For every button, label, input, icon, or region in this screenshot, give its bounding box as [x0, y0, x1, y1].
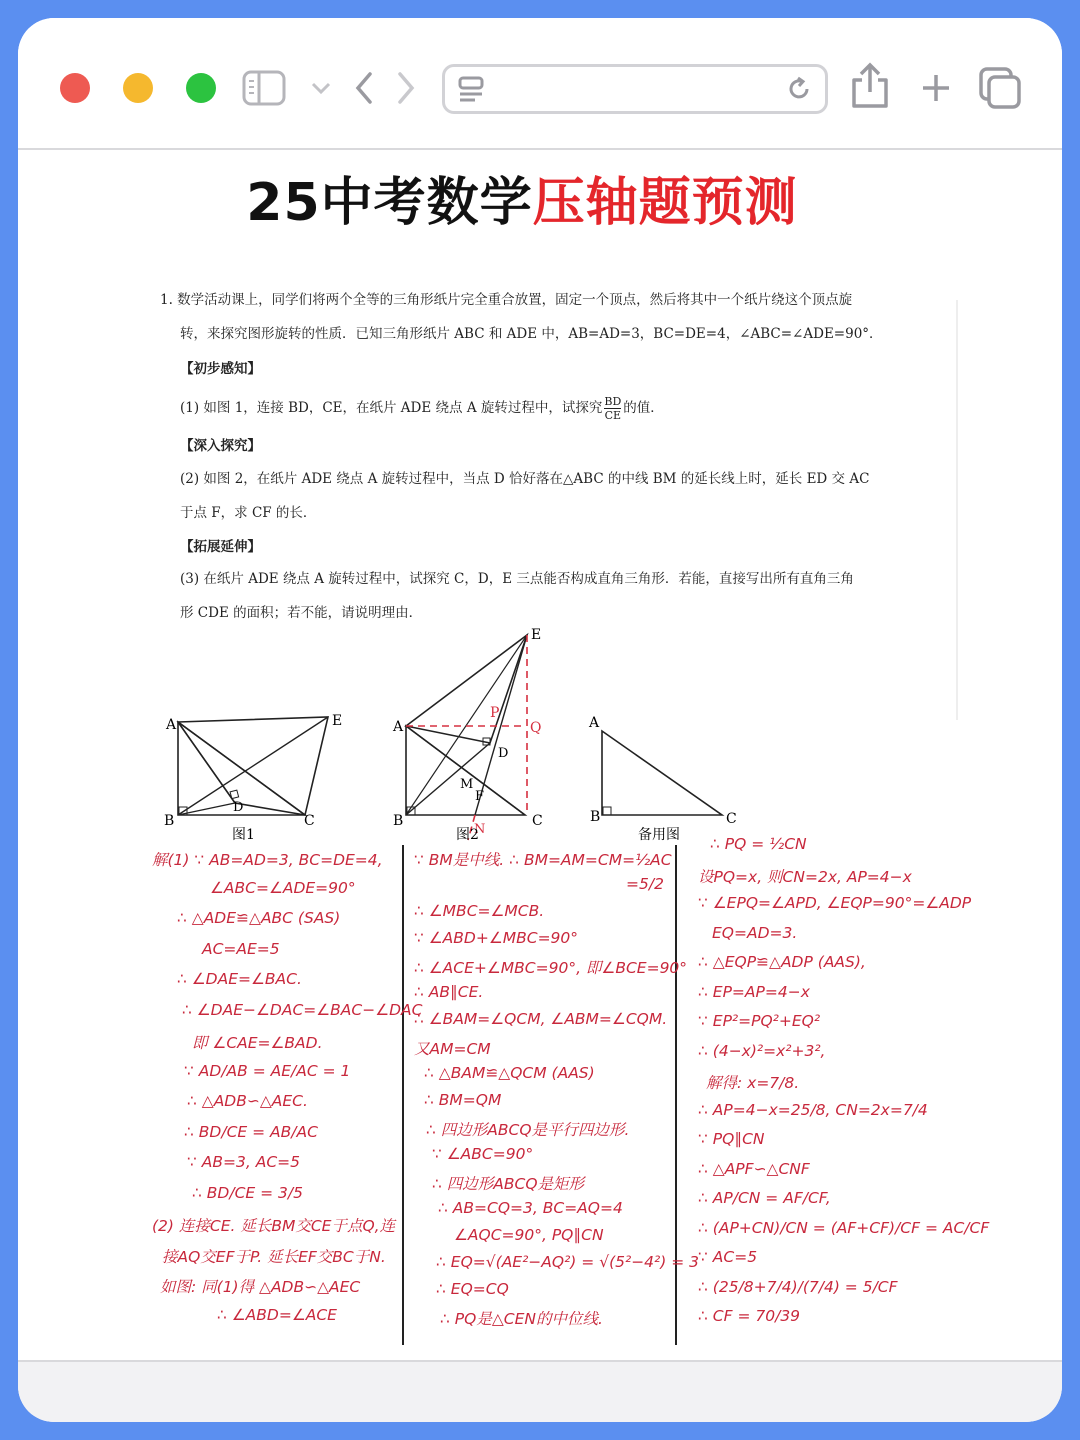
question-2b: 于点 F，求 CF 的长．	[180, 505, 317, 521]
fig2-label-a: A	[393, 719, 404, 735]
solution-line: ∵ ∠ABD+∠MBC=90°	[414, 929, 579, 947]
fig1-label-b: B	[164, 813, 175, 829]
solution-line: ∵ PQ∥CN	[698, 1130, 765, 1148]
problem-line-1: 1. 数学活动课上，同学们将两个全等的三角形纸片完全重合放置，固定一个顶点，然后将其中一个纸片绕这个顶点旋	[160, 292, 853, 308]
solution-line: ∠AQC=90°, PQ∥CN	[454, 1226, 604, 1244]
fig2-label-f: F	[475, 789, 485, 804]
solution-line: ∠ABC=∠ADE=90°	[210, 878, 356, 897]
fig3-label-a: A	[589, 715, 600, 731]
solution-line: ∴ AB=CQ=3, BC=AQ=4	[438, 1199, 623, 1217]
solution-line: ∴ (4−x)²=x²+3²,	[698, 1041, 826, 1060]
forward-icon[interactable]	[394, 70, 418, 106]
q1-denominator: CE	[604, 409, 622, 422]
solution-line: ∴ BD/CE = 3/5	[192, 1183, 303, 1202]
fig1-label-a: A	[166, 717, 177, 733]
minimize-window-button[interactable]	[123, 73, 153, 103]
solution-line: 如图: 同(1)得 △ADB∽△AEC	[160, 1278, 361, 1296]
chevron-down-icon[interactable]	[310, 80, 332, 96]
problem-line-2: 转，来探究图形旋转的性质．已知三角形纸片 ABC 和 ADE 中，AB=AD=3，BC=DE=4，∠ABC=∠ADE=90°．	[180, 326, 883, 342]
q1-fraction	[604, 395, 621, 422]
fig2-label-e: E	[531, 627, 542, 643]
fig2-label-b: B	[393, 813, 404, 829]
solution-line: ∴ ∠BAM=∠QCM, ∠ABM=∠CQM.	[414, 1010, 668, 1028]
back-icon[interactable]	[352, 70, 376, 106]
fig2-label-c: C	[532, 813, 543, 829]
solution-line: ∵ AC=5	[698, 1248, 758, 1266]
solution-line: ∴ △APF∽△CNF	[698, 1159, 810, 1178]
scan-edge	[956, 300, 958, 720]
tabs-icon[interactable]	[978, 66, 1022, 110]
reload-icon[interactable]	[785, 75, 813, 103]
fig2-label-n: N	[474, 822, 486, 837]
fig3-label-c: C	[726, 811, 737, 827]
maximize-window-button[interactable]	[186, 73, 216, 103]
solution-line: ∴ 四边形ABCQ是矩形	[432, 1175, 585, 1193]
solution-line: ∵ AD/AB = AE/AC = 1	[184, 1061, 351, 1080]
section-deep: 【深入探究】	[180, 438, 261, 454]
fig2-label-m: M	[460, 777, 474, 792]
new-tab-icon[interactable]	[920, 72, 952, 104]
question-1	[180, 395, 664, 422]
solution-line: ∴ ∠ACE+∠MBC=90°, 即∠BCE=90°	[414, 959, 688, 977]
figure-1	[164, 713, 342, 843]
share-icon[interactable]	[848, 62, 892, 110]
fig3-label-b: B	[590, 809, 601, 825]
solution-line: ∴ ∠DAE−∠DAC=∠BAC−∠DAC	[182, 1000, 423, 1019]
solution-line: ∴ △EQP≌△ADP (AAS),	[698, 953, 866, 971]
solution-line: (2) 连接CE. 延长BM交CE于点Q,连	[152, 1217, 396, 1235]
solution-line: ∵ ∠EPQ=∠APD, ∠EQP=90°=∠ADP	[698, 894, 972, 912]
q1-text-end: 的值．	[623, 400, 664, 416]
solution-line: ∴ AB∥CE.	[414, 983, 484, 1001]
reader-icon[interactable]	[457, 75, 487, 103]
solution-line: ∴ ∠MBC=∠MCB.	[414, 902, 545, 920]
solution-line: 又AM=CM	[414, 1040, 491, 1058]
solution-line: ∴ BD/CE = AB/AC	[184, 1122, 318, 1141]
page-title	[0, 160, 1044, 235]
solution-line: ∴ AP/CN = AF/CF,	[698, 1189, 831, 1207]
figure-spare	[588, 715, 737, 843]
close-window-button[interactable]	[60, 73, 90, 103]
solution-line: ∴ ∠DAE=∠BAC.	[177, 970, 302, 988]
fig3-caption: 备用图	[638, 827, 680, 843]
solution-line: ∴ CF = 70/39	[698, 1307, 801, 1325]
solution-line: ∴ 四边形ABCQ是平行四边形.	[426, 1121, 630, 1139]
section-initial: 【初步感知】	[180, 361, 261, 377]
solution-line: ∴ EQ=√(AE²−AQ²) = √(5²−4²) = 3	[436, 1253, 700, 1271]
solution-line: ∵ ∠ABC=90°	[432, 1145, 534, 1163]
solution-line: ∴ △BAM≌△QCM (AAS)	[424, 1064, 595, 1082]
figure-2	[392, 627, 543, 843]
title-black: 25中考数学	[246, 173, 533, 233]
solution-line: 即 ∠CAE=∠BAD.	[192, 1034, 323, 1052]
fig2-caption: 图2	[456, 827, 479, 843]
solution-line: ∴ BM=QM	[424, 1091, 502, 1109]
fig1-label-e: E	[332, 713, 343, 729]
fig2-label-p: P	[490, 705, 500, 721]
fig2-label-q: Q	[530, 720, 542, 736]
q1-text: (1) 如图 1，连接 BD，CE，在纸片 ADE 绕点 A 旋转过程中，试探究	[180, 400, 603, 416]
solution-line: ∴ AP=4−x=25/8, CN=2x=7/4	[698, 1100, 928, 1119]
solution-line: ∵ AB=3, AC=5	[187, 1153, 301, 1171]
solution-line: 解得: x=7/8.	[706, 1074, 800, 1092]
solution-line: ∵ EP²=PQ²+EQ²	[698, 1012, 821, 1030]
bottom-bar	[18, 1360, 1062, 1422]
solution-line: AC=AE=5	[202, 939, 280, 958]
question-3b: 形 CDE 的面积；若不能，请说明理由．	[180, 605, 423, 621]
fig1-caption: 图1	[232, 827, 255, 843]
solution-line: ∴ △ADE≌△ABC (SAS)	[177, 909, 341, 927]
title-red: 压轴题预测	[532, 173, 798, 233]
solution-line: ∴ ∠ABD=∠ACE	[217, 1305, 337, 1324]
solution-line: 接AQ交EF于P. 延长EF交BC于N.	[162, 1247, 386, 1266]
column-divider-1	[402, 845, 404, 1345]
solution-line: ∴ EP=AP=4−x	[698, 982, 810, 1001]
fig1-label-d: D	[233, 800, 244, 815]
question-2a: (2) 如图 2，在纸片 ADE 绕点 A 旋转过程中，当点 D 恰好落在△ABC 的中线 BM 的延长线上时，延长 ED 交 AC	[180, 471, 870, 487]
solution-line: ∴ PQ = ½CN	[710, 835, 807, 853]
question-3a: (3) 在纸片 ADE 绕点 A 旋转过程中，试探究 C，D，E 三点能否构成直角三角形．若能，直接写出所有直角三角	[180, 571, 854, 587]
solution-line: EQ=AD=3.	[712, 923, 798, 942]
solution-line: ∴ PQ是△CEN的中位线.	[440, 1310, 603, 1328]
solution-line: 设PQ=x, 则CN=2x, AP=4−x	[698, 867, 912, 886]
sidebar-icon[interactable]	[242, 70, 286, 106]
solution-line: =5/2	[626, 875, 664, 893]
solution-line: ∴ △ADB∽△AEC.	[187, 1092, 308, 1110]
solution-line: ∵ BM是中线. ∴ BM=AM=CM=½AC	[414, 851, 672, 869]
q1-numerator: BD	[604, 395, 622, 408]
fig2-label-d: D	[498, 746, 509, 761]
solution-line: ∴ (AP+CN)/CN = (AF+CF)/CF = AC/CF	[698, 1218, 990, 1237]
browser-toolbar	[18, 18, 1062, 150]
section-extend: 【拓展延伸】	[180, 539, 261, 555]
solution-line: 解(1) ∵ AB=AD=3, BC=DE=4,	[152, 851, 383, 869]
solution-line: ∴ (25/8+7/4)/(7/4) = 5/CF	[698, 1277, 898, 1296]
address-bar[interactable]	[442, 64, 828, 114]
figures	[150, 625, 770, 845]
solution-line: ∴ EQ=CQ	[436, 1280, 509, 1298]
fig1-label-c: C	[304, 813, 315, 829]
